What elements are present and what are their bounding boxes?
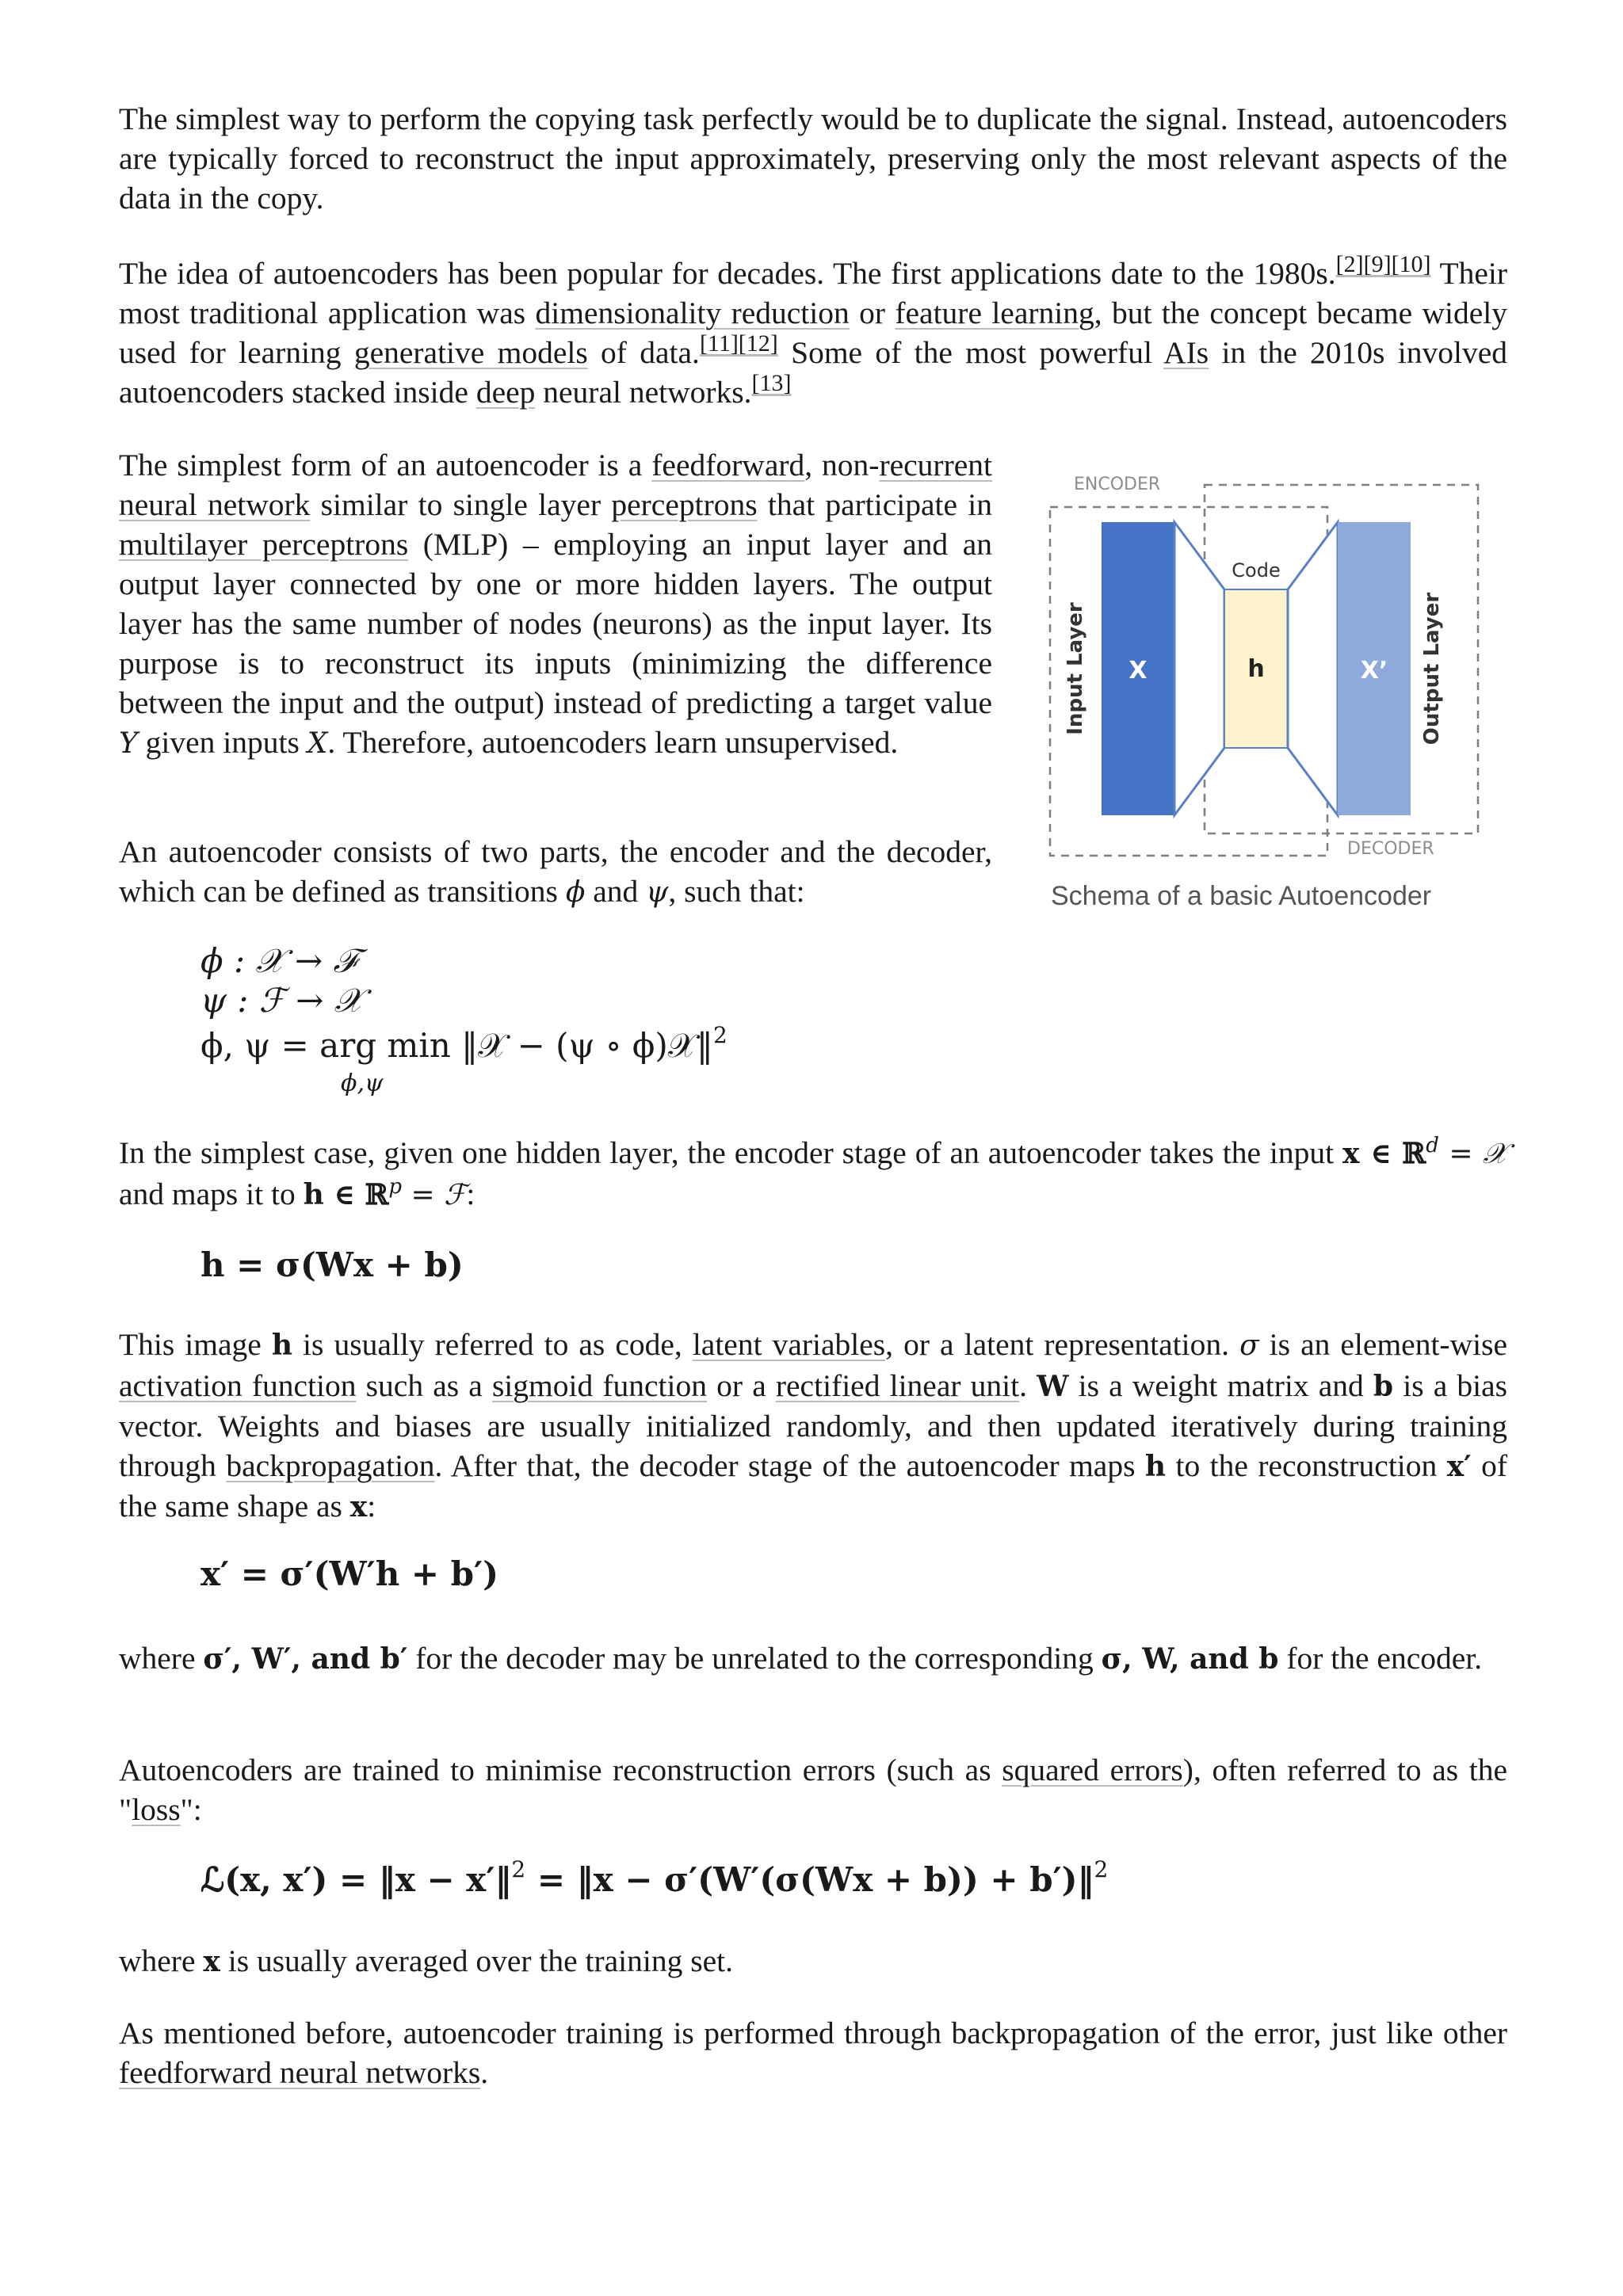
equation-psi-map: ψ : ℱ → 𝒳 [200, 981, 363, 1020]
citation-2-9-10[interactable]: [2][9][10] [1335, 251, 1431, 277]
math-x-in-rd: x ∈ ℝ [1342, 1137, 1426, 1170]
link-latent-variables[interactable]: latent variables [692, 1327, 886, 1362]
math-psi: ψ [646, 876, 669, 909]
link-perceptrons[interactable]: perceptrons [611, 487, 758, 522]
encoder-funnel [1174, 522, 1224, 815]
link-dimensionality-reduction[interactable]: dimensionality reduction [535, 296, 850, 330]
input-layer-label: Input Layer [1064, 602, 1087, 735]
link-backpropagation[interactable]: backpropagation [226, 1448, 435, 1483]
link-activation-function[interactable]: activation function [119, 1368, 357, 1403]
citation-13[interactable]: [13] [751, 370, 792, 396]
math-Y: Y [119, 727, 138, 760]
link-rectified-linear-unit[interactable]: rectified linear unit [775, 1368, 1020, 1403]
link-ais[interactable]: AIs [1163, 335, 1209, 370]
paragraph-simplest-case: In the simplest case, given one hidden layer, the encoder stage of an autoencoder takes the input x ∈ ℝ$^d$ = 𝒳 and maps it to h ∈ ℝ$^p$ = ℱ: [119, 1134, 1507, 1211]
autoencoder-schema-figure [1042, 471, 1486, 867]
code-label: Code [1232, 559, 1281, 582]
figure-caption: Schema of a basic Autoencoder [1051, 881, 1432, 911]
paragraph-loss: Autoencoders are trained to minimise reconstruction errors (such as squared errors), often referred to as the "loss": [119, 1753, 1507, 1827]
link-generative-models[interactable]: generative models [353, 335, 588, 370]
h-label: h [1247, 655, 1265, 683]
link-squared-errors[interactable]: squared errors [1002, 1753, 1183, 1787]
paragraph-history: The idea of autoencoders has been popular for decades. The first applications date to the 1980s.[2][9][10] Their most traditional application was dimensionality reduction or feature learning, but the concept became widely used for learning generative models of data.[11][12] Some of the most powerful AIs in the 2010s involved autoencoders stacked inside deep neural networks.[13] [119, 251, 1507, 410]
link-feedforward[interactable]: feedforward [651, 448, 805, 482]
paragraph-two-parts: An autoencoder consists of two parts, the encoder and the decoder, which can be defined as transitions ϕ and ψ, such that: [119, 834, 992, 909]
paragraph-backprop: As mentioned before, autoencoder training is performed through backpropagation of the error, just like other feedforward neural networks. [119, 2016, 1507, 2090]
encoder-label: ENCODER [1074, 475, 1161, 494]
output-layer-label: Output Layer [1420, 592, 1444, 746]
math-h-in-rp: h ∈ ℝ [303, 1178, 389, 1211]
decoder-funnel [1288, 522, 1338, 815]
link-recurrent-neural-network[interactable]: recurrent neural network [119, 448, 993, 522]
link-multilayer-perceptrons[interactable]: multilayer perceptrons [119, 527, 409, 562]
equation-encoder: h = σ(Wx + b) [200, 1245, 464, 1284]
paragraph-averaged: where x is usually averaged over the training set. [119, 1943, 734, 1978]
decoder-label: DECODER [1347, 839, 1434, 859]
link-feature-learning[interactable]: feature learning [895, 296, 1094, 330]
equation-phi-map: ϕ : 𝒳 → ℱ [200, 941, 358, 980]
link-sigmoid-function[interactable]: sigmoid function [491, 1368, 708, 1403]
math-X: X [307, 727, 328, 760]
x-label: X [1128, 657, 1148, 685]
link-feedforward-neural-networks[interactable]: feedforward neural networks [119, 2055, 481, 2090]
equation-loss: ℒ(x, x′) = ‖x − x′‖$^2$ = ‖x − σ′(W′(σ(Wx + b)) + b′)‖$^2$ [200, 1856, 1109, 1899]
link-loss[interactable]: loss [132, 1792, 181, 1827]
citation-11-12[interactable]: [11][12] [699, 330, 778, 357]
equation-argmin: ϕ, ψ = arg min ‖𝒳 − (ψ ∘ ϕ)𝒳‖$^2$ [200, 1022, 727, 1065]
equation-argmin-subscript: ϕ,ψ [341, 1070, 384, 1097]
paragraph-latent: This image h is usually referred to as code, latent variables, or a latent representation. σ is an element-wise activation function such as a sigmoid function or a rectified linear unit. W is a weight matrix and b is a bias vector. Weights and biases are usually initialized randomly, and then updated iteratively during training through backpropagation. After that, the decoder stage of the autoencoder maps h to the reconstruction x′ of the same shape as x: [119, 1327, 1507, 1524]
paragraph-simplest-form: The simplest form of an autoencoder is a feedforward, non-recurrent neural network similar to single layer perceptrons that participate in multilayer perceptrons (MLP) – employing an input layer and an output layer connected by one or more hidden layers. The output layer has the same number of nodes (neurons) as the input layer. Its purpose is to reconstruct its inputs (minimizing the difference between the input and the output) instead of predicting a target value Y given inputs X. Therefore, autoencoders learn unsupervised. [119, 448, 993, 760]
paragraph-unrelated: where σ′, W′, and b′ for the decoder may be unrelated to the corresponding σ, W, and b for the encoder. [119, 1641, 1483, 1676]
xprime-label: X’ [1360, 657, 1388, 685]
equation-decoder: x′ = σ′(W′h + b′) [200, 1554, 498, 1593]
math-phi: ϕ [565, 876, 586, 909]
paragraph-copying-task: The simplest way to perform the copying task perfectly would be to duplicate the signal. Instead, autoencoders are typically forced to reconstruct the input approximately, preserving only the most relevant aspects of the data in the copy. [119, 101, 1507, 215]
link-deep[interactable]: deep [475, 375, 536, 410]
